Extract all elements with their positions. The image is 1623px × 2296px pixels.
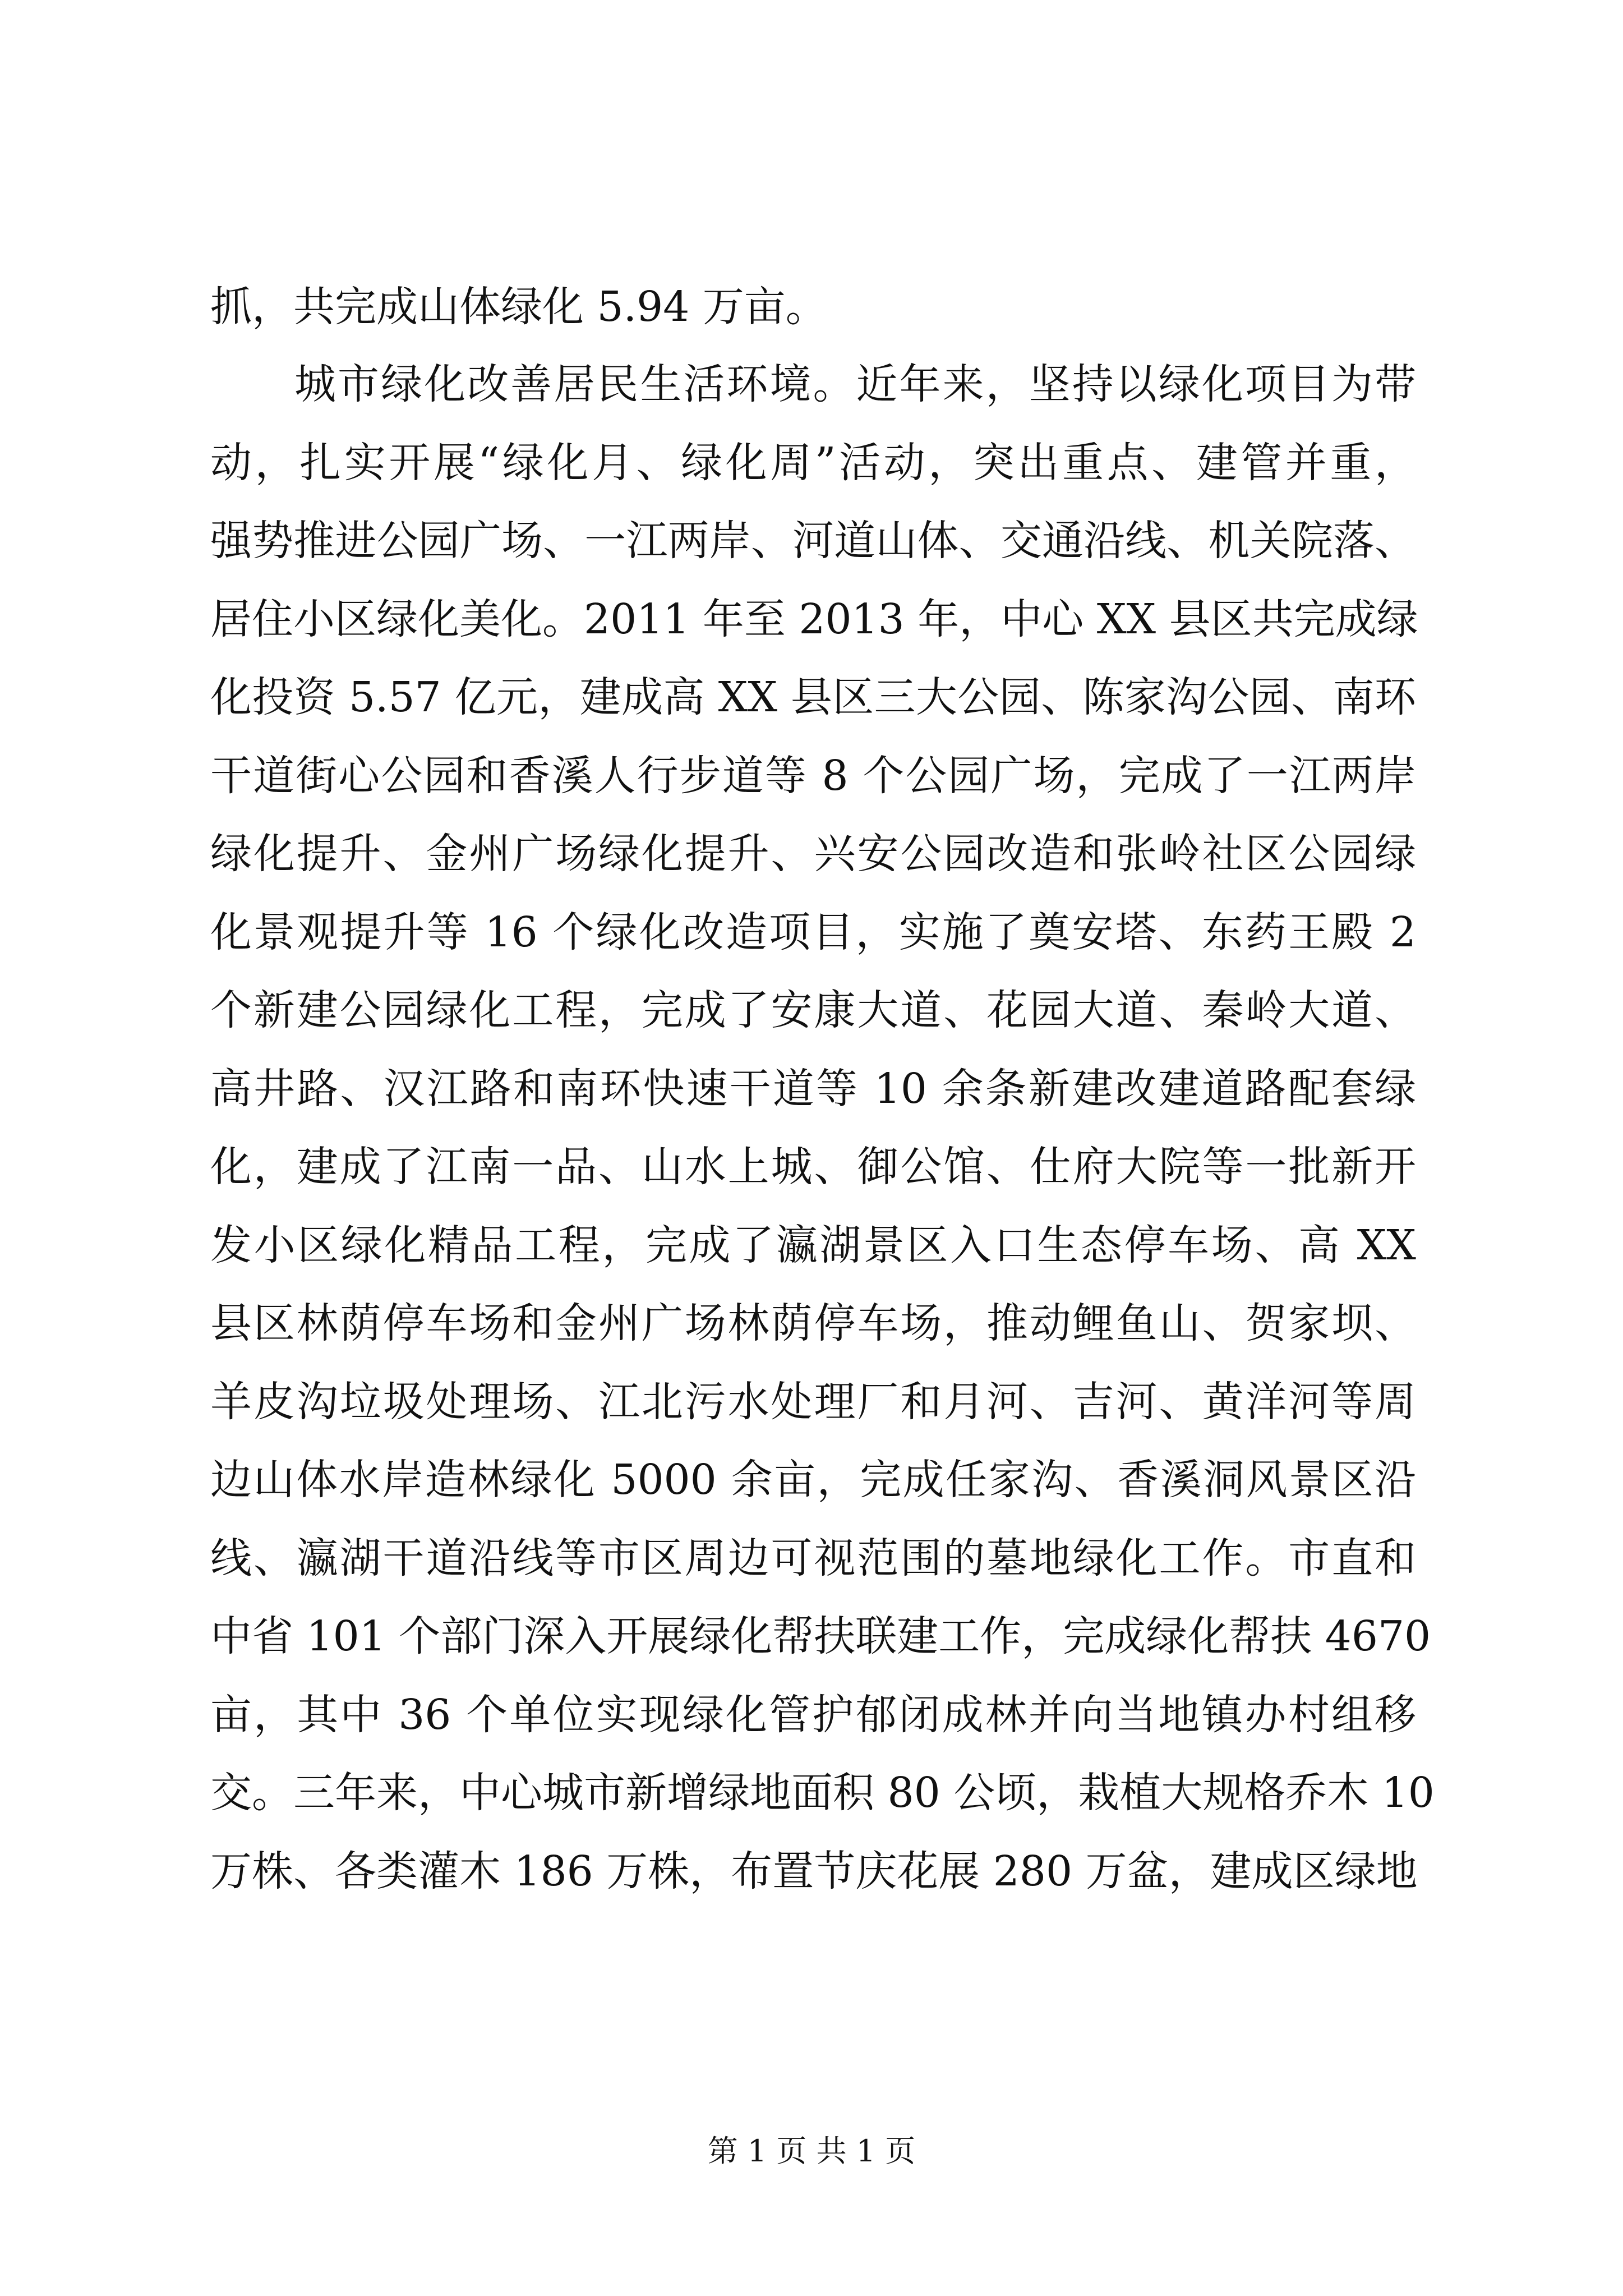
text-line-15: 羊皮沟垃圾处理场、江北污水处理厂和月河、吉河、黄洋河等周 — [210, 1378, 1416, 1426]
text-line-16: 边山体水岸造林绿化 5000 余亩，完成任家沟、香溪洞风景区沿 — [210, 1456, 1416, 1504]
text-line-14: 县区林荫停车场和金州广场林荫停车场，推动鲤鱼山、贺家坝、 — [210, 1299, 1416, 1347]
text-line-17: 线、瀛湖干道沿线等市区周边可视范围的墓地绿化工作。市直和 — [210, 1534, 1416, 1582]
text-line-20: 交。三年来，中心城市新增绿地面积 80 公顷，栽植大规格乔木 10 — [210, 1769, 1435, 1817]
text-line-18: 中省 101 个部门深入开展绿化帮扶联建工作，完成绿化帮扶 4670 — [210, 1612, 1431, 1660]
text-line-13: 发小区绿化精品工程，完成了瀛湖景区入口生态停车场、高 XX — [210, 1221, 1416, 1269]
text-line-6: 化投资 5.57 亿元，建成高 XX 县区三大公园、陈家沟公园、南环 — [210, 673, 1416, 721]
text-line-21: 万株、各类灌木 186 万株，布置节庆花展 280 万盆，建成区绿地 — [210, 1847, 1418, 1895]
text-line-11: 高井路、汉江路和南环快速干道等 10 余条新建改建道路配套绿 — [210, 1065, 1416, 1113]
page-footer: 第 1 页 共 1 页 — [707, 2133, 916, 2169]
paragraph-start-line: 城市绿化改善居民生活环境。近年来，坚持以绿化项目为带 — [294, 360, 1416, 408]
text-line-19: 亩，其中 36 个单位实现绿化管护郁闭成林并向当地镇办村组移 — [210, 1691, 1416, 1739]
text-line-7: 干道街心公园和香溪人行步道等 8 个公园广场，完成了一江两岸 — [210, 752, 1416, 800]
text-line-9: 化景观提升等 16 个绿化改造项目，实施了奠安塔、东药王殿 2 — [210, 908, 1416, 956]
text-line-8: 绿化提升、金州广场绿化提升、兴安公园改造和张岭社区公园绿 — [210, 830, 1416, 878]
text-line-1: 抓，共完成山体绿化 5.94 万亩。 — [210, 283, 827, 331]
text-line-5: 居住小区绿化美化。2011 年至 2013 年，中心 XX 县区共完成绿 — [210, 595, 1418, 643]
text-line-12: 化，建成了江南一品、山水上城、御公馆、仕府大院等一批新开 — [210, 1143, 1416, 1191]
text-line-10: 个新建公园绿化工程，完成了安康大道、花园大道、秦岭大道、 — [210, 986, 1416, 1034]
text-line-3: 动，扎实开展“绿化月、绿化周”活动，突出重点、建管并重， — [210, 439, 1416, 487]
text-line-4: 强势推进公园广场、一江两岸、河道山体、交通沿线、机关院落、 — [210, 517, 1416, 565]
